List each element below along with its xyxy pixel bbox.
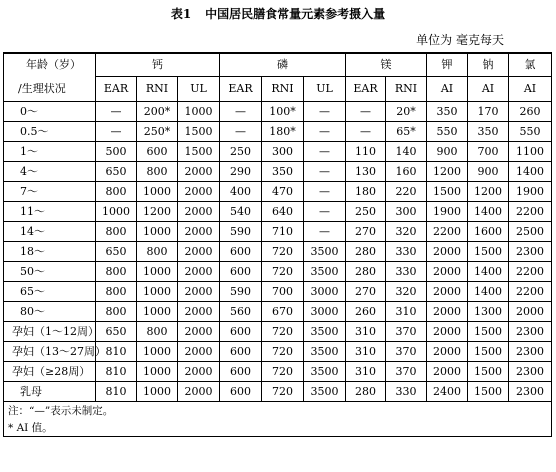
value-cell: 600: [137, 142, 178, 162]
value-cell: 650: [96, 162, 137, 182]
value-cell: 1500: [427, 182, 468, 202]
table-row: [4, 342, 552, 362]
value-cell: 180: [346, 182, 386, 202]
age-cell: 14～: [4, 222, 96, 242]
value-cell: 800: [137, 322, 178, 342]
value-cell: —: [346, 102, 386, 122]
value-cell: 550: [427, 122, 468, 142]
value-cell: 100*: [262, 102, 304, 122]
value-cell: 370: [386, 322, 427, 342]
value-cell: 650: [96, 322, 137, 342]
value-cell: 2000: [427, 302, 468, 322]
age-cell: 乳母: [4, 382, 96, 402]
value-cell: —: [304, 102, 346, 122]
value-cell: 1000: [137, 222, 178, 242]
value-cell: 600: [220, 322, 262, 342]
sub-header: AI: [427, 77, 468, 102]
value-cell: 2300: [509, 242, 552, 262]
value-cell: 1400: [468, 262, 509, 282]
value-cell: 260: [509, 102, 552, 122]
value-cell: 3500: [304, 382, 346, 402]
value-cell: 320: [386, 282, 427, 302]
value-cell: 1500: [468, 242, 509, 262]
value-cell: 2200: [427, 222, 468, 242]
value-cell: 2000: [178, 162, 220, 182]
note-row: [4, 402, 552, 420]
age-cell: 65～: [4, 282, 96, 302]
table-row: [4, 142, 552, 162]
value-cell: 200*: [137, 102, 178, 122]
group-header-magnesium: 镁: [346, 53, 427, 77]
value-cell: 170: [468, 102, 509, 122]
value-cell: 800: [96, 182, 137, 202]
value-cell: 810: [96, 382, 137, 402]
value-cell: 800: [96, 302, 137, 322]
value-cell: 720: [262, 262, 304, 282]
value-cell: 1600: [468, 222, 509, 242]
value-cell: 1900: [509, 182, 552, 202]
value-cell: 720: [262, 322, 304, 342]
value-cell: 1200: [468, 182, 509, 202]
value-cell: 20*: [386, 102, 427, 122]
value-cell: —: [304, 202, 346, 222]
sub-header: EAR: [96, 77, 137, 102]
value-cell: 1500: [178, 122, 220, 142]
value-cell: 600: [220, 382, 262, 402]
value-cell: 2000: [427, 342, 468, 362]
value-cell: 300: [386, 202, 427, 222]
sub-header: UL: [178, 77, 220, 102]
table-note: * AI 值。: [4, 419, 552, 437]
value-cell: 720: [262, 382, 304, 402]
value-cell: 2000: [427, 242, 468, 262]
table-row: [4, 202, 552, 222]
value-cell: 900: [427, 142, 468, 162]
value-cell: 3500: [304, 242, 346, 262]
value-cell: 650: [96, 242, 137, 262]
group-header-potassium: 钾: [427, 53, 468, 77]
value-cell: 2300: [509, 362, 552, 382]
table-row: [4, 282, 552, 302]
value-cell: 3500: [304, 322, 346, 342]
value-cell: 140: [386, 142, 427, 162]
sub-header: EAR: [346, 77, 386, 102]
note-row: [4, 419, 552, 437]
group-header-sodium: 钠: [468, 53, 509, 77]
age-cell: 孕妇（1～12周）: [4, 322, 96, 342]
value-cell: 280: [346, 242, 386, 262]
value-cell: 670: [262, 302, 304, 322]
value-cell: 310: [386, 302, 427, 322]
value-cell: 320: [386, 222, 427, 242]
group-header-calcium: 钙: [96, 53, 220, 77]
value-cell: 280: [346, 262, 386, 282]
value-cell: 810: [96, 342, 137, 362]
table-row: [4, 182, 552, 202]
value-cell: 800: [96, 282, 137, 302]
value-cell: 700: [262, 282, 304, 302]
age-cell: 1～: [4, 142, 96, 162]
value-cell: 2000: [178, 382, 220, 402]
sub-header: RNI: [386, 77, 427, 102]
value-cell: 720: [262, 242, 304, 262]
age-cell: 11～: [4, 202, 96, 222]
value-cell: 280: [346, 382, 386, 402]
value-cell: 270: [346, 222, 386, 242]
value-cell: 810: [96, 362, 137, 382]
value-cell: 2000: [427, 262, 468, 282]
value-cell: 1100: [509, 142, 552, 162]
value-cell: 2000: [178, 262, 220, 282]
value-cell: 720: [262, 362, 304, 382]
value-cell: 2000: [178, 342, 220, 362]
value-cell: —: [304, 142, 346, 162]
age-cell: 50～: [4, 262, 96, 282]
value-cell: 1900: [427, 202, 468, 222]
value-cell: 400: [220, 182, 262, 202]
value-cell: 2200: [509, 282, 552, 302]
header-row-subs: [4, 77, 552, 102]
header-row-groups: [4, 53, 552, 77]
value-cell: 1000: [137, 342, 178, 362]
age-cell: 0～: [4, 102, 96, 122]
value-cell: —: [96, 122, 137, 142]
value-cell: 2000: [178, 282, 220, 302]
value-cell: —: [304, 222, 346, 242]
value-cell: 710: [262, 222, 304, 242]
value-cell: 1500: [468, 342, 509, 362]
sub-header: UL: [304, 77, 346, 102]
value-cell: 300: [262, 142, 304, 162]
value-cell: 330: [386, 382, 427, 402]
value-cell: —: [346, 122, 386, 142]
value-cell: 310: [346, 322, 386, 342]
value-cell: 600: [220, 362, 262, 382]
value-cell: 1400: [468, 202, 509, 222]
value-cell: 220: [386, 182, 427, 202]
value-cell: 1200: [427, 162, 468, 182]
value-cell: 350: [468, 122, 509, 142]
age-cell: 18～: [4, 242, 96, 262]
group-header-phosphorus: 磷: [220, 53, 346, 77]
table-row: [4, 122, 552, 142]
age-cell: 80～: [4, 302, 96, 322]
nutrient-table: [3, 52, 552, 437]
age-header-line1: 年龄（岁）: [4, 53, 96, 77]
value-cell: 1000: [137, 282, 178, 302]
table-row: [4, 362, 552, 382]
value-cell: 2400: [427, 382, 468, 402]
value-cell: 1500: [178, 142, 220, 162]
value-cell: 540: [220, 202, 262, 222]
value-cell: 350: [427, 102, 468, 122]
value-cell: 590: [220, 282, 262, 302]
value-cell: —: [304, 182, 346, 202]
value-cell: 1000: [137, 382, 178, 402]
value-cell: 800: [137, 242, 178, 262]
sub-header: EAR: [220, 77, 262, 102]
value-cell: 110: [346, 142, 386, 162]
table-row: [4, 382, 552, 402]
age-cell: 0.5～: [4, 122, 96, 142]
value-cell: 2000: [178, 222, 220, 242]
value-cell: 270: [346, 282, 386, 302]
sub-header: RNI: [137, 77, 178, 102]
value-cell: 2000: [178, 362, 220, 382]
value-cell: 3000: [304, 282, 346, 302]
value-cell: —: [220, 122, 262, 142]
value-cell: 180*: [262, 122, 304, 142]
age-cell: 7～: [4, 182, 96, 202]
table-row: [4, 302, 552, 322]
value-cell: —: [96, 102, 137, 122]
value-cell: 1000: [178, 102, 220, 122]
value-cell: 130: [346, 162, 386, 182]
value-cell: 1200: [137, 202, 178, 222]
value-cell: 1500: [468, 322, 509, 342]
table-row: [4, 102, 552, 122]
unit-label: 单位为 毫克每天: [416, 33, 504, 47]
age-header-line2: /生理状况: [4, 77, 96, 102]
value-cell: 250*: [137, 122, 178, 142]
value-cell: 2000: [509, 302, 552, 322]
value-cell: 250: [220, 142, 262, 162]
value-cell: 2300: [509, 382, 552, 402]
table-row: [4, 322, 552, 342]
value-cell: 1000: [137, 182, 178, 202]
value-cell: 1400: [468, 282, 509, 302]
value-cell: 800: [137, 162, 178, 182]
sub-header: AI: [468, 77, 509, 102]
value-cell: 590: [220, 222, 262, 242]
value-cell: 1300: [468, 302, 509, 322]
value-cell: 65*: [386, 122, 427, 142]
value-cell: 3500: [304, 362, 346, 382]
value-cell: 2000: [178, 322, 220, 342]
value-cell: 2200: [509, 202, 552, 222]
value-cell: 1000: [96, 202, 137, 222]
value-cell: 800: [96, 262, 137, 282]
value-cell: 2500: [509, 222, 552, 242]
value-cell: 800: [96, 222, 137, 242]
value-cell: 1400: [509, 162, 552, 182]
value-cell: 370: [386, 342, 427, 362]
value-cell: 310: [346, 342, 386, 362]
value-cell: 250: [346, 202, 386, 222]
value-cell: 600: [220, 262, 262, 282]
value-cell: 2000: [178, 202, 220, 222]
value-cell: 470: [262, 182, 304, 202]
value-cell: 290: [220, 162, 262, 182]
sub-header: RNI: [262, 77, 304, 102]
group-header-chloride: 氯: [509, 53, 552, 77]
table-row: [4, 222, 552, 242]
value-cell: 2000: [178, 242, 220, 262]
value-cell: 2000: [427, 362, 468, 382]
value-cell: 310: [346, 362, 386, 382]
age-cell: 4～: [4, 162, 96, 182]
table-caption: 中国居民膳食常量元素参考摄入量: [205, 7, 386, 21]
table-number: 表1: [170, 7, 192, 21]
value-cell: 330: [386, 242, 427, 262]
table-row: [4, 242, 552, 262]
value-cell: 350: [262, 162, 304, 182]
value-cell: 600: [220, 242, 262, 262]
value-cell: 550: [509, 122, 552, 142]
value-cell: 260: [346, 302, 386, 322]
value-cell: 2000: [178, 302, 220, 322]
value-cell: 2200: [509, 262, 552, 282]
value-cell: 3500: [304, 342, 346, 362]
value-cell: 2300: [509, 342, 552, 362]
value-cell: 700: [468, 142, 509, 162]
value-cell: 500: [96, 142, 137, 162]
value-cell: 2300: [509, 322, 552, 342]
age-cell: 孕妇（13～27周）: [4, 342, 96, 362]
value-cell: —: [220, 102, 262, 122]
value-cell: —: [304, 162, 346, 182]
table-title: [0, 6, 556, 22]
table-container: [3, 52, 552, 437]
value-cell: 370: [386, 362, 427, 382]
value-cell: 330: [386, 262, 427, 282]
value-cell: 1500: [468, 382, 509, 402]
value-cell: 3000: [304, 302, 346, 322]
value-cell: 1000: [137, 302, 178, 322]
age-cell: 孕妇（≥28周）: [4, 362, 96, 382]
value-cell: 160: [386, 162, 427, 182]
table-note: 注：“—”表示未制定。: [4, 402, 552, 420]
value-cell: 1000: [137, 362, 178, 382]
sub-header: AI: [509, 77, 552, 102]
value-cell: 2000: [178, 182, 220, 202]
value-cell: 640: [262, 202, 304, 222]
value-cell: 720: [262, 342, 304, 362]
value-cell: 1000: [137, 262, 178, 282]
table-row: [4, 262, 552, 282]
value-cell: 2000: [427, 282, 468, 302]
value-cell: 3500: [304, 262, 346, 282]
table-row: [4, 162, 552, 182]
value-cell: 560: [220, 302, 262, 322]
value-cell: 2000: [427, 322, 468, 342]
value-cell: 1500: [468, 362, 509, 382]
value-cell: 600: [220, 342, 262, 362]
value-cell: 900: [468, 162, 509, 182]
value-cell: —: [304, 122, 346, 142]
